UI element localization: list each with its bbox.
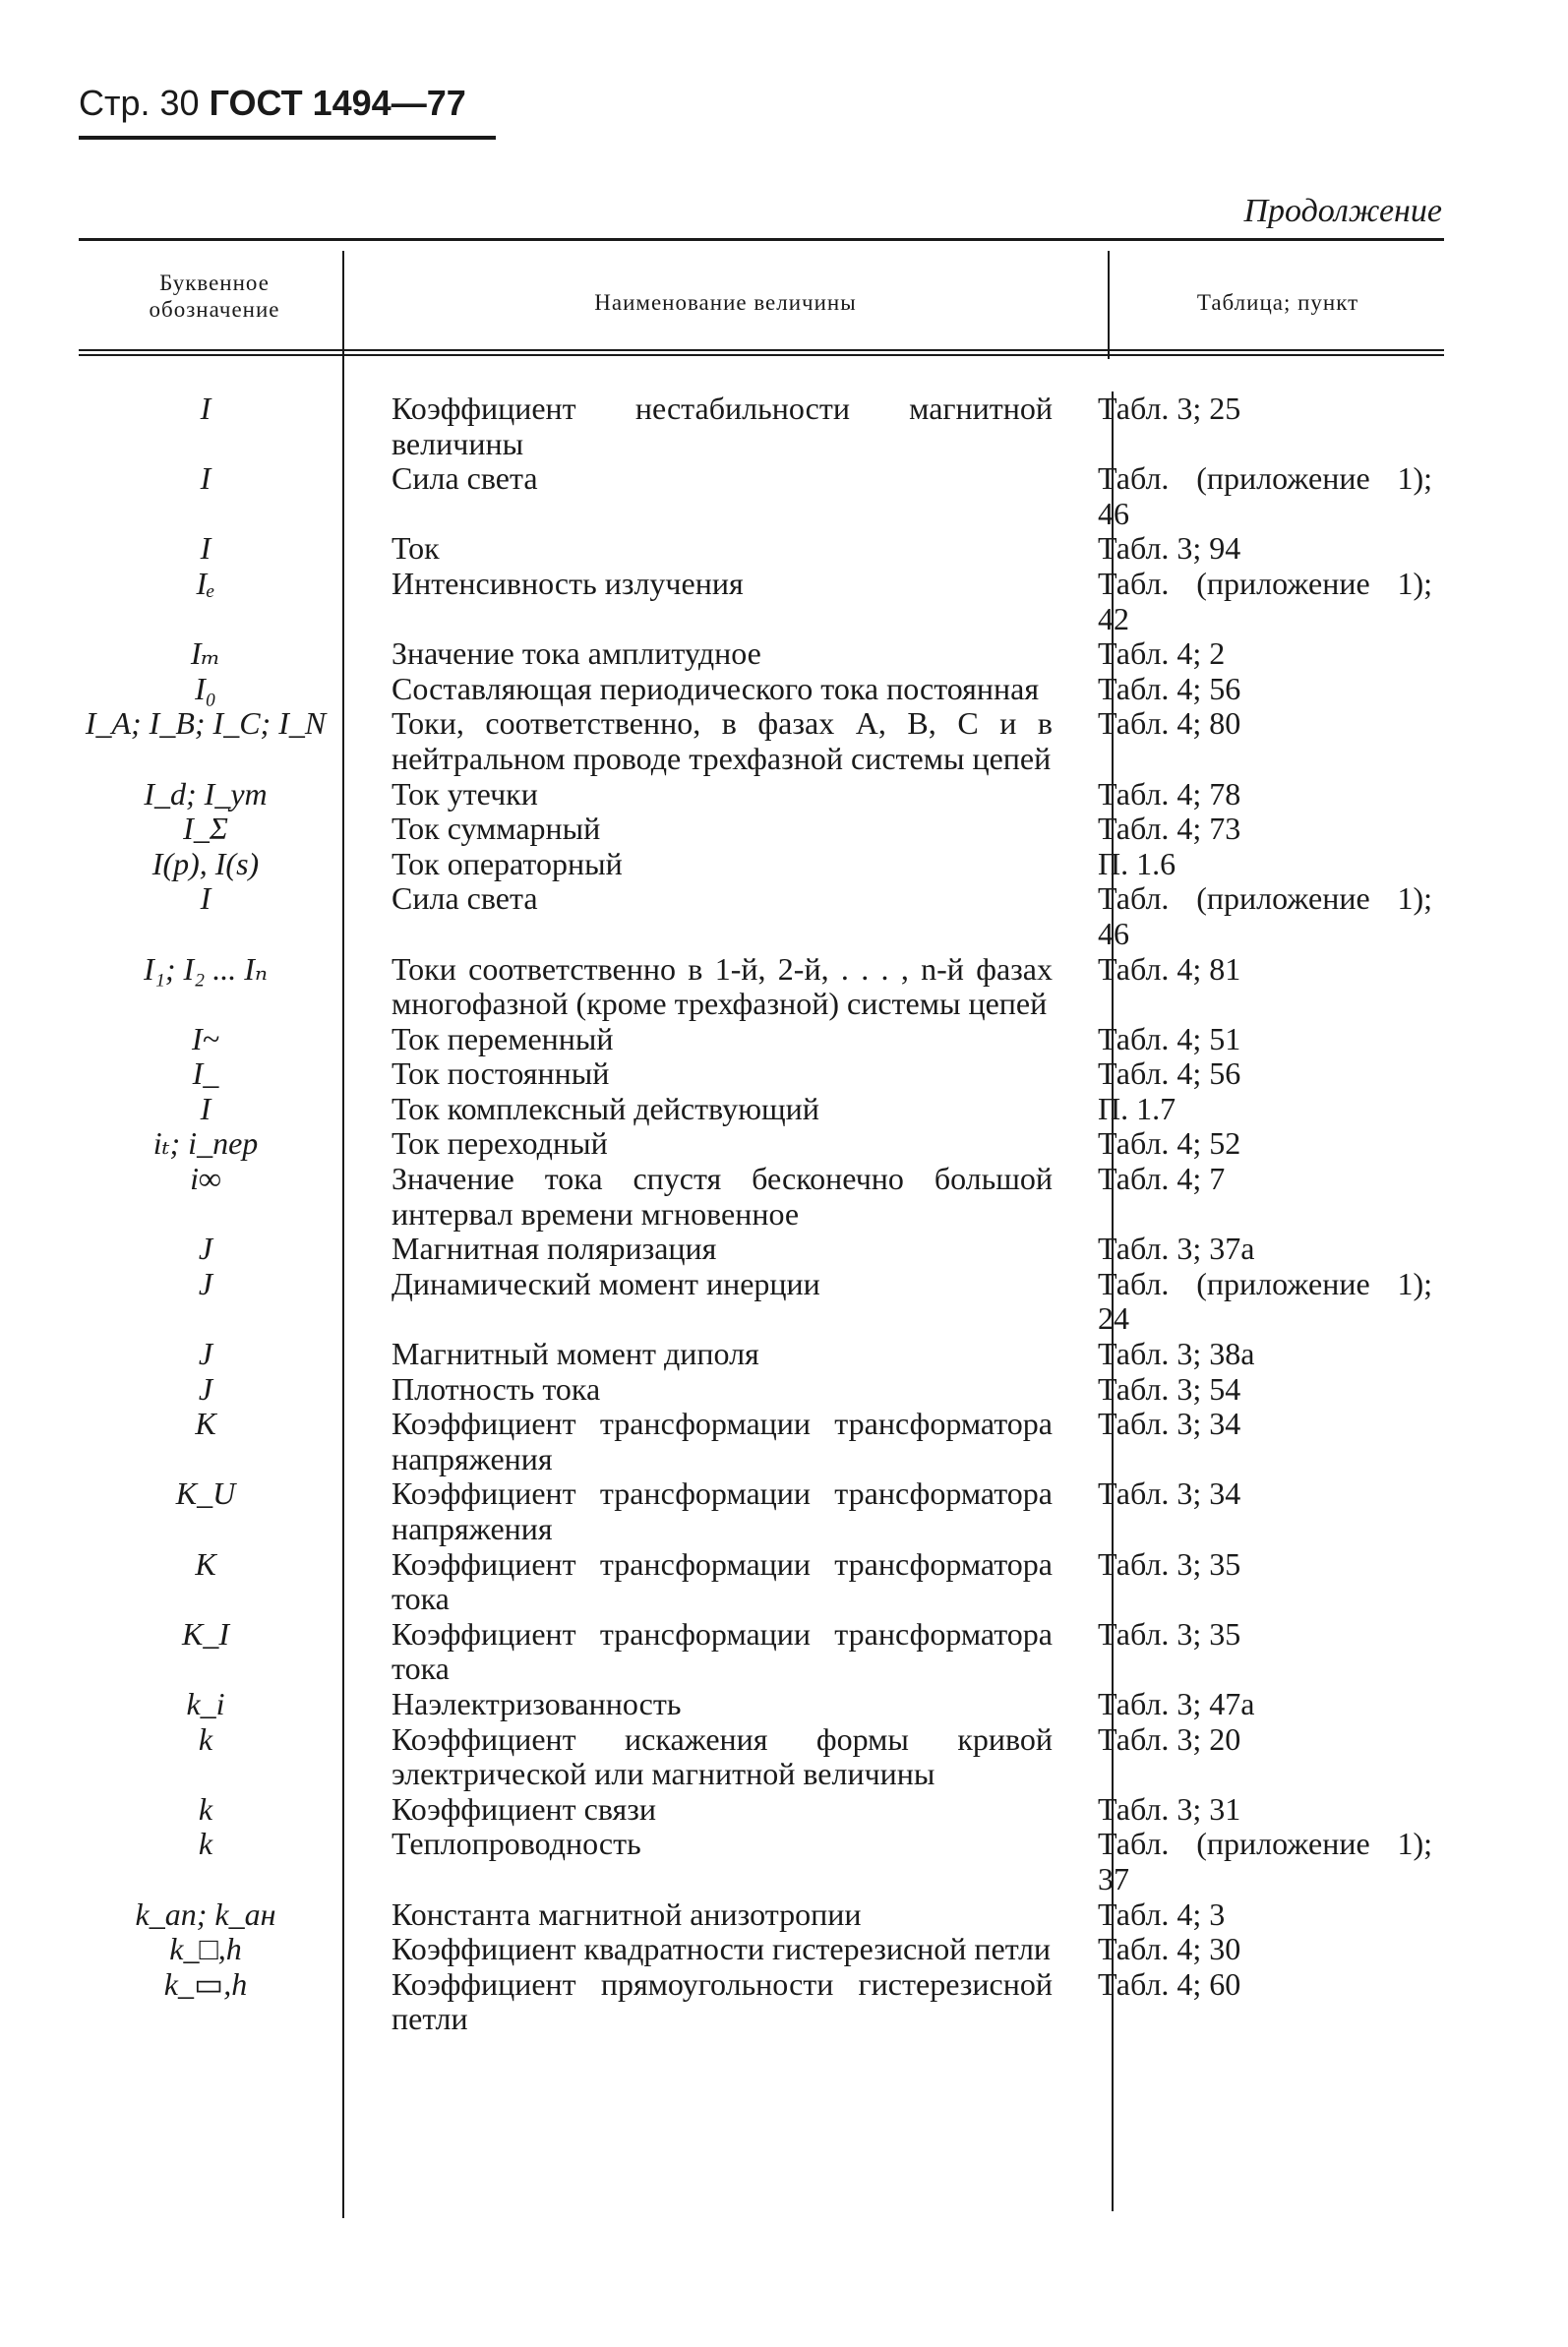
name-cell: Токи соответственно в 1-й, 2-й, . . . , n-й фазах многофазной (кроме трехфазной) системы цепей: [392, 950, 1053, 1022]
ref-cell: Табл. 3; 47а: [1098, 1685, 1255, 1721]
ref-cell: Табл. 4; 56: [1098, 1055, 1241, 1092]
table-row: [79, 847, 1444, 882]
symbol-cell: J: [198, 1336, 213, 1372]
symbol-cell: Iₘ: [190, 635, 221, 672]
ref-cell: Табл. 3; 34: [1098, 1475, 1241, 1512]
symbol-cell: J: [198, 1265, 213, 1301]
symbol-cell: K: [195, 1406, 216, 1442]
name-cell: Значение тока спустя бесконечно большой интервал времени мгновенное: [392, 1161, 1053, 1232]
name-cell: Коэффициент трансформации трансформатора тока: [392, 1615, 1053, 1687]
header-rule: [79, 136, 496, 140]
table-row: [79, 1687, 1444, 1722]
table-row: [79, 461, 1444, 531]
name-cell: Коэффициент связи: [392, 1790, 657, 1827]
name-cell: Сила света: [392, 460, 538, 497]
table-row: [79, 706, 1444, 776]
page-number: Стр. 30: [79, 83, 200, 123]
name-cell: Ток суммарный: [392, 811, 601, 847]
table-row: [79, 636, 1444, 672]
symbol-cell: I_Σ: [183, 811, 228, 847]
symbol-cell: I: [200, 880, 211, 917]
table-row: [79, 1267, 1444, 1337]
name-cell: Константа магнитной анизотропии: [392, 1896, 862, 1932]
table-row: [79, 1827, 1444, 1896]
header-ref: Таблица; пункт: [1196, 290, 1359, 315]
symbol-cell: I(p), I(s): [151, 845, 260, 881]
table-row: [79, 1092, 1444, 1127]
ref-cell: Табл. 3; 31: [1098, 1790, 1241, 1827]
name-cell: Магнитная поляризация: [392, 1231, 717, 1267]
symbol-cell: I_A; I_B; I_C; I_N: [85, 705, 327, 742]
table-row: [79, 1932, 1444, 1967]
table-row: [79, 1476, 1444, 1546]
ref-cell: Табл. 3; 38а: [1098, 1336, 1255, 1372]
name-cell: Теплопроводность: [392, 1826, 641, 1862]
ref-cell: Табл. 4; 60: [1098, 1965, 1241, 2002]
table-row: [79, 391, 1444, 461]
table-row: [79, 1022, 1444, 1057]
ref-cell: Табл. 4; 80: [1098, 705, 1241, 742]
ref-cell: Табл. 3; 35: [1098, 1615, 1241, 1652]
table-row: [79, 1126, 1444, 1162]
symbol-cell: i∞: [190, 1161, 221, 1197]
table-row: [79, 1056, 1444, 1092]
name-cell: Ток утечки: [392, 775, 538, 812]
symbol-cell: J: [198, 1370, 213, 1407]
ref-cell: Табл. 4; 52: [1098, 1125, 1241, 1162]
page-header: [79, 83, 466, 124]
continuation-label: Продолжение: [1243, 193, 1442, 229]
symbol-cell: k: [198, 1790, 213, 1827]
table-row: [79, 777, 1444, 812]
table-body: [79, 391, 1444, 2037]
name-cell: Ток постоянный: [392, 1055, 610, 1092]
name-cell: Составляющая периодического тока постоянная: [392, 670, 1040, 706]
name-cell: Наэлектризованность: [392, 1685, 682, 1721]
ref-cell: Табл. 4; 3: [1098, 1896, 1226, 1932]
name-cell: Коэффициент трансформации трансформатора тока: [392, 1545, 1053, 1617]
symbol-cell: k_an; k_ан: [135, 1896, 276, 1932]
ref-cell: Табл. 3; 35: [1098, 1545, 1241, 1582]
name-cell: Интенсивность излучения: [392, 565, 744, 601]
symbol-cell: k: [198, 1720, 213, 1757]
symbol-cell: Iₑ: [196, 565, 215, 601]
name-cell: Сила света: [392, 880, 538, 917]
ref-cell: Табл. (приложение 1); 46: [1098, 460, 1432, 531]
symbol-cell: k: [198, 1826, 213, 1862]
table-row: [79, 1897, 1444, 1933]
table-row: [79, 1967, 1444, 2037]
name-cell: Коэффициент трансформации трансформатора напряжения: [392, 1406, 1053, 1476]
header-name: Наименование величины: [594, 290, 857, 315]
standard-number: ГОСТ 1494—77: [209, 83, 466, 123]
symbol-cell: I₀: [195, 670, 216, 706]
table-row: [79, 1372, 1444, 1408]
ref-cell: Табл. 3; 54: [1098, 1370, 1241, 1407]
ref-cell: П. 1.7: [1098, 1090, 1176, 1126]
ref-cell: Табл. 3; 25: [1098, 391, 1241, 426]
ref-cell: Табл. 4; 7: [1098, 1161, 1226, 1197]
ref-cell: Табл. 4; 73: [1098, 811, 1241, 847]
symbol-cell: iₜ; i_пер: [152, 1125, 259, 1162]
ref-cell: Табл. 4; 56: [1098, 670, 1241, 706]
table-row: [79, 1792, 1444, 1828]
name-cell: Динамический момент инерции: [392, 1265, 820, 1301]
column-divider-2-header: [1108, 251, 1110, 359]
symbol-cell: I: [200, 1090, 211, 1126]
symbol-cell: I~: [192, 1020, 219, 1056]
table-top-rule: [79, 238, 1444, 241]
name-cell: Коэффициент трансформации трансформатора напряжения: [392, 1475, 1053, 1546]
table-row: [79, 1337, 1444, 1372]
table-row: [79, 567, 1444, 636]
name-cell: Магнитный момент диполя: [392, 1336, 759, 1372]
name-cell: Плотность тока: [392, 1370, 601, 1407]
table-row: [79, 1162, 1444, 1232]
table-row: [79, 812, 1444, 847]
table-row: [79, 1232, 1444, 1267]
header-symbol: Буквенное обозначение: [149, 271, 280, 322]
ref-cell: Табл. 4; 51: [1098, 1020, 1241, 1056]
table-row: [79, 1617, 1444, 1687]
symbol-cell: I_: [192, 1055, 219, 1092]
table-row: [79, 672, 1444, 707]
name-cell: Ток: [392, 530, 440, 567]
symbol-cell: K_I: [182, 1615, 229, 1652]
name-cell: Коэффициент квадратности гистерезисной петли: [392, 1931, 1052, 1967]
symbol-cell: K: [195, 1545, 216, 1582]
ref-cell: Табл. (приложение 1); 42: [1098, 565, 1432, 636]
symbol-cell: K_U: [175, 1475, 236, 1512]
ref-cell: Табл. (приложение 1); 24: [1098, 1265, 1432, 1337]
symbol-cell: I: [200, 530, 211, 567]
ref-cell: Табл. (приложение 1); 46: [1098, 880, 1432, 951]
ref-cell: Табл. 3; 34: [1098, 1406, 1241, 1442]
table-row: [79, 531, 1444, 567]
name-cell: Коэффициент нестабильности магнитной величины: [392, 391, 1053, 461]
header-rule: [79, 349, 1444, 356]
ref-cell: Табл. 4; 2: [1098, 635, 1226, 672]
ref-cell: П. 1.6: [1098, 845, 1176, 881]
name-cell: Коэффициент прямоугольности гистерезисной петли: [392, 1965, 1053, 2037]
ref-cell: Табл. 3; 94: [1098, 530, 1241, 567]
table-row: [79, 1722, 1444, 1792]
table-row: [79, 1407, 1444, 1476]
symbol-cell: k_▭,h: [163, 1965, 248, 2002]
name-cell: Ток комплексный действующий: [392, 1090, 819, 1126]
symbol-cell: I: [200, 391, 211, 426]
ref-cell: Табл. 3; 37а: [1098, 1231, 1255, 1267]
ref-cell: Табл. 3; 20: [1098, 1720, 1241, 1757]
ref-cell: Табл. (приложение 1); 37: [1098, 1826, 1432, 1896]
ref-cell: Табл. 4; 81: [1098, 950, 1241, 987]
symbol-cell: I_d; I_ут: [144, 775, 268, 812]
symbol-cell: I: [200, 460, 211, 497]
table-row: [79, 881, 1444, 951]
name-cell: Токи, соответственно, в фазах A, B, C и в нейтральном проводе трехфазной системы цепей: [392, 705, 1053, 776]
name-cell: Ток операторный: [392, 845, 623, 881]
symbol-cell: I₁; I₂ ... Iₙ: [144, 950, 268, 987]
table-row: [79, 1547, 1444, 1617]
name-cell: Ток переходный: [392, 1125, 608, 1162]
name-cell: Ток переменный: [392, 1020, 614, 1056]
symbol-cell: k_i: [186, 1685, 225, 1721]
table-row: [79, 952, 1444, 1022]
symbol-cell: J: [198, 1231, 213, 1267]
symbol-cell: k_□,h: [169, 1931, 242, 1967]
name-cell: Значение тока амплитудное: [392, 635, 761, 672]
ref-cell: Табл. 4; 30: [1098, 1931, 1241, 1967]
ref-cell: Табл. 4; 78: [1098, 775, 1241, 812]
name-cell: Коэффициент искажения формы кривой электрической или магнитной величины: [392, 1720, 1053, 1792]
